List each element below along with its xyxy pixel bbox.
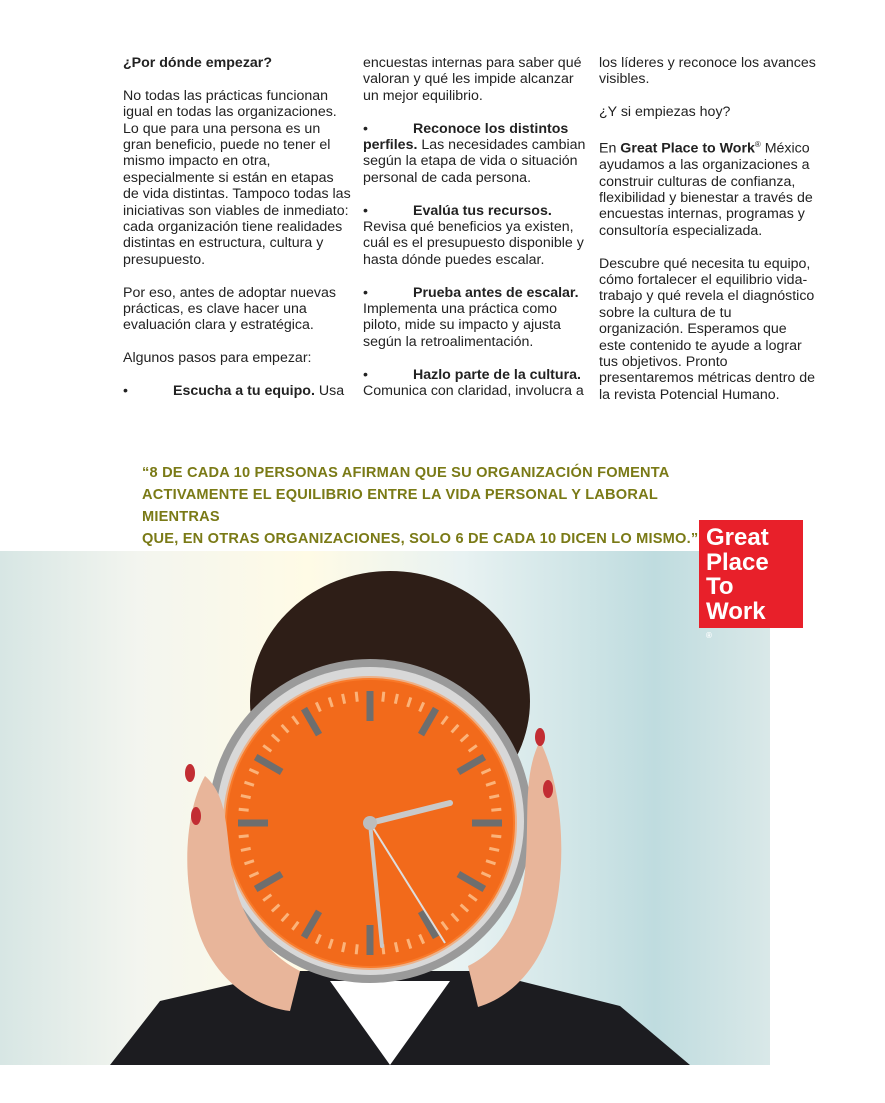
paragraph: Por eso, antes de adoptar nuevas prácticas, es clave hacer una evaluación clara y estratégica.: [123, 284, 336, 334]
paragraph: encuestas internas para saber qué valoran y qué les impide alcanzar un mejor equilibrio.: [363, 55, 582, 104]
paragraph: los líderes y reconoce los avances visibles.: [599, 55, 816, 88]
clock-minute-mark: [491, 836, 501, 837]
bullet-dot: •: [363, 120, 368, 137]
clock-minute-mark: [356, 944, 357, 954]
column-2: [363, 55, 587, 416]
pull-quote: “8 DE CADA 10 PERSONAS AFIRMAN QUE SU ORGANIZACIÓN FOMENTA ACTIVAMENTE EL EQUILIBRIO ENTRE LA VIDA PERSONAL Y LABORAL MIENTRAS QUE, EN OTRAS ORGANIZACIONES, SOLO 6 DE CADA 10 DICEN LO MISMO.”: [142, 465, 699, 547]
clock-minute-mark: [395, 694, 397, 704]
bullet-dot: •: [363, 284, 368, 301]
clock-minute-mark: [356, 692, 357, 702]
bullet-item: • Prueba antes de escalar. Implementa una práctica como piloto, mide su impacto y ajusta según la retroalimentación.: [363, 284, 579, 350]
clock-minute-mark: [489, 796, 499, 798]
bullet-dot: •: [123, 383, 128, 400]
bullet-title: Evalúa tus recursos.: [413, 202, 552, 219]
clock-minute-mark: [343, 694, 345, 704]
clock-minute-mark: [241, 796, 251, 798]
bullet-dot: •: [363, 202, 368, 219]
bullet-title: Hazlo parte de la cultura.: [413, 366, 581, 383]
bullet-item: • Evalúa tus recursos. Revisa qué beneficios ya existen, cuál es el presupuesto disponible y hasta dónde puedes escalar.: [363, 202, 584, 268]
paragraph: ¿Y si empiezas hoy?: [599, 104, 731, 121]
clock-photo: [0, 551, 770, 1065]
paragraph: Algunos pasos para empezar:: [123, 350, 312, 367]
clock-minute-mark: [239, 836, 249, 837]
clock-minute-mark: [491, 809, 501, 810]
bullet-title: Reconoce los distintos: [413, 120, 569, 137]
paragraph: En Great Place to Work® México ayudamos a las organizaciones a construir culturas de confianza, flexibilidad y bienestar a través de encuestas internas, programas y consultoría especializada.: [599, 140, 813, 239]
bullet-dot: •: [363, 366, 368, 383]
bullet-item: • Hazlo parte de la cultura. Comunica con claridad, involucra a: [363, 366, 584, 400]
clock-illustration: [0, 551, 770, 1065]
clock-minute-mark: [383, 692, 384, 702]
paragraph: No todas las prácticas funcionan igual en todas las organizaciones. Lo que para una persona es un gran beneficio, puede no tener el mismo impacto en otra, especialmente si están en etapas de vida distintas. Tampoco todas las iniciativas son viables de inmediato: cada organización tiene realidades distintas en estructura, cultura y presupuesto.: [123, 87, 351, 268]
column-3: [599, 55, 817, 420]
bullet-title: Escucha a tu equipo.: [173, 383, 315, 400]
section-heading: ¿Por dónde empezar?: [123, 55, 272, 71]
paragraph: Descubre qué necesita tu equipo, cómo fortalecer el equilibrio vida-trabajo y qué revela el diagnóstico sobre la cultura de tu organización. Esperamos que este contenido te ayude a lograr tus objetivos. Pronto presentaremos métricas dentro de la revista Potencial Humano.: [599, 255, 816, 403]
bullet-item: • Escucha a tu equipo. Usa: [123, 383, 345, 400]
clock-minute-mark: [239, 809, 249, 810]
great-place-to-work-logo: Great Place To Work ®: [699, 520, 803, 628]
column-1: [123, 55, 351, 399]
clock-minute-mark: [343, 942, 345, 952]
bullet-title: Prueba antes de escalar.: [413, 284, 579, 301]
clock-minute-mark: [395, 942, 397, 952]
brand-name: Great Place to Work: [620, 140, 755, 157]
bullet-item: • Reconoce los distintos perfiles. Las necesidades cambian según la etapa de vida o situación personal de cada persona.: [363, 120, 586, 186]
clock-minute-mark: [241, 848, 251, 850]
clock-minute-mark: [489, 848, 499, 850]
